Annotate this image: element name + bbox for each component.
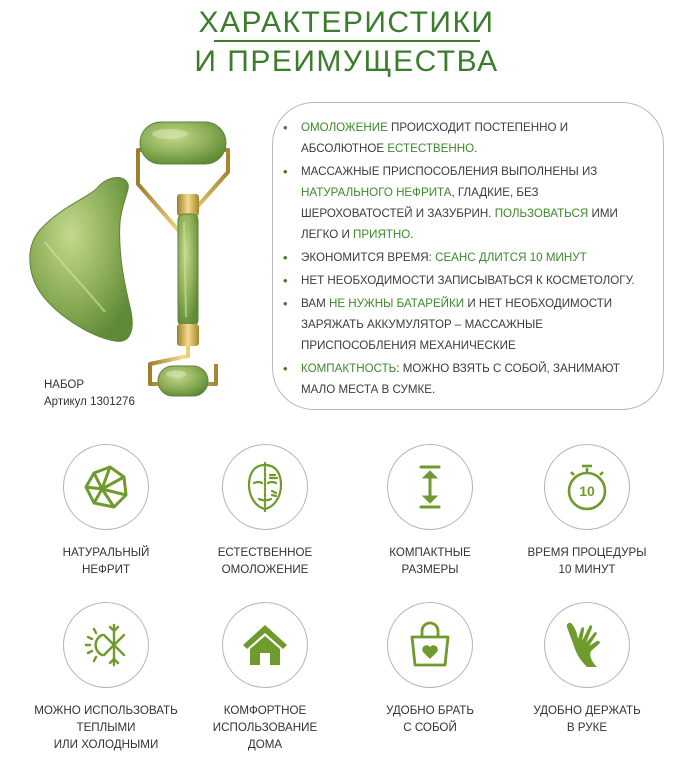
home-icon [239,619,291,671]
feature-label-line: ОМОЛОЖЕНИЕ [221,563,309,576]
page-title-line-1: ХАРАКТЕРИСТИКИ [198,6,495,39]
stopwatch-icon [561,461,613,513]
feature-icon-circle [387,444,473,530]
feature-label-line: В РУКЕ [566,721,608,734]
article-number: Артикул 1301276 [44,396,135,408]
benefit-text: И НЕТ НЕОБХОДИМОСТИ ЗАРЯЖАТЬ АККУМУЛЯТОР – МАССАЖНЫЕ ПРИСПОСОБЛЕНИЯ МЕХАНИЧЕСКИЕ [301,297,613,352]
feature-label [31,702,181,753]
face-rejuvenation-icon [239,461,291,513]
benefit-text: ПРОИСХОДИТ ПОСТЕПЕННО И АБСОЛЮТНОЕ [301,121,569,155]
benefit-item [301,117,649,159]
feature-icon-circle [63,444,149,530]
benefit-text: . [410,228,414,241]
title-divider [214,40,480,42]
benefit-highlight: СЕАНС ДЛИТСЯ 10 МИНУТ [435,251,587,264]
feature-label [190,544,340,578]
feature-icon-circle [544,444,630,530]
shopping-bag-icon [404,619,456,671]
feature-label-line: ДОМА [247,738,283,751]
feature-icon-circle [387,602,473,688]
benefit-highlight: КОМПАКТНОСТЬ [301,362,397,375]
feature-icon-circle [544,602,630,688]
feature-warm-or-cold [31,602,181,753]
gem-icon [80,461,132,513]
benefit-item [301,358,649,400]
page-title-line-2: И ПРЕИМУЩЕСТВА [194,45,499,78]
feature-label-line: ИСПОЛЬЗОВАНИЕ [212,721,318,734]
benefit-text: : МОЖНО ВЗЯТЬ С СОБОЙ, ЗАНИМАЮТ МАЛО МЕСТА В СУМКЕ. [301,362,620,396]
set-label: НАБОР [44,379,85,391]
feature-label [512,702,662,736]
benefit-text: ИМИ ЛЕГКО И [301,207,618,241]
benefit-highlight: НЕ НУЖНЫ БАТАРЕЙКИ [328,297,465,310]
feature-icon-circle [222,602,308,688]
benefits-list [273,103,663,400]
feature-label-line: С СОБОЙ [403,721,457,734]
feature-label-line: УДОБНО БРАТЬ [385,704,475,717]
feature-label-line: РАЗМЕРЫ [401,563,459,576]
benefit-text: , ГЛАДКИЕ, БЕЗ ШЕРОХОВАТОСТЕЙ И ЗАЗУБРИН. [301,186,539,220]
benefit-item [301,293,649,356]
feature-home-use [190,602,340,753]
feature-easy-grip [512,602,662,736]
feature-portable [355,602,505,736]
benefits-card [272,102,664,410]
benefit-highlight: ЕСТЕСТВЕННО [387,142,475,155]
benefit-text: ВАМ [301,297,329,310]
jade-roller-set-illustration [20,112,260,402]
benefit-highlight: НАТУРАЛЬНОГО НЕФРИТА [301,186,452,199]
feature-label-line: КОМПАКТНЫЕ [389,546,471,559]
benefit-highlight: ПОЛЬЗОВАТЬСЯ [494,207,589,220]
benefit-text: ЭКОНОМИТСЯ ВРЕМЯ: [301,251,436,264]
feature-label-line: 10 МИНУТ [558,563,616,576]
feature-icon-circle [63,602,149,688]
hand-icon [561,619,613,671]
benefit-item [301,247,649,268]
feature-label [355,544,505,578]
feature-label-line: МОЖНО ИСПОЛЬЗОВАТЬ [34,704,178,717]
product-caption [44,377,135,411]
feature-label-line: НЕФРИТ [81,563,131,576]
feature-compact-size [355,444,505,578]
benefit-text: . [474,142,478,155]
feature-label-line: КОМФОРТНОЕ [223,704,307,717]
stopwatch-number: 10 [579,483,595,499]
feature-label-line: ЕСТЕСТВЕННОЕ [217,546,313,559]
feature-label [190,702,340,753]
product-image [20,112,260,402]
snowflake-sun-icon [80,619,132,671]
feature-icon-circle [222,444,308,530]
feature-natural-rejuvenation [190,444,340,578]
feature-label-line: ИЛИ ХОЛОДНЫМИ [53,738,159,751]
feature-label-line: ТЕПЛЫМИ [76,721,136,734]
feature-label-line: УДОБНО ДЕРЖАТЬ [533,704,641,717]
feature-natural-jade [31,444,181,578]
feature-procedure-time [512,444,662,578]
benefit-item [301,270,649,291]
benefit-highlight: ОМОЛОЖЕНИЕ [301,121,388,134]
vertical-size-icon [404,461,456,513]
feature-label [355,702,505,736]
benefit-item [301,161,649,245]
benefit-text: МАССАЖНЫЕ ПРИСПОСОБЛЕНИЯ ВЫПОЛНЕНЫ ИЗ [301,165,598,178]
benefit-highlight: ПРИЯТНО [353,228,411,241]
benefit-text: НЕТ НЕОБХОДИМОСТИ ЗАПИСЫВАТЬСЯ К КОСМЕТОЛОГУ. [301,274,635,287]
feature-label-line: ВРЕМЯ ПРОЦЕДУРЫ [527,546,647,559]
feature-label [31,544,181,578]
feature-label-line: НАТУРАЛЬНЫЙ [62,546,150,559]
feature-label [512,544,662,578]
